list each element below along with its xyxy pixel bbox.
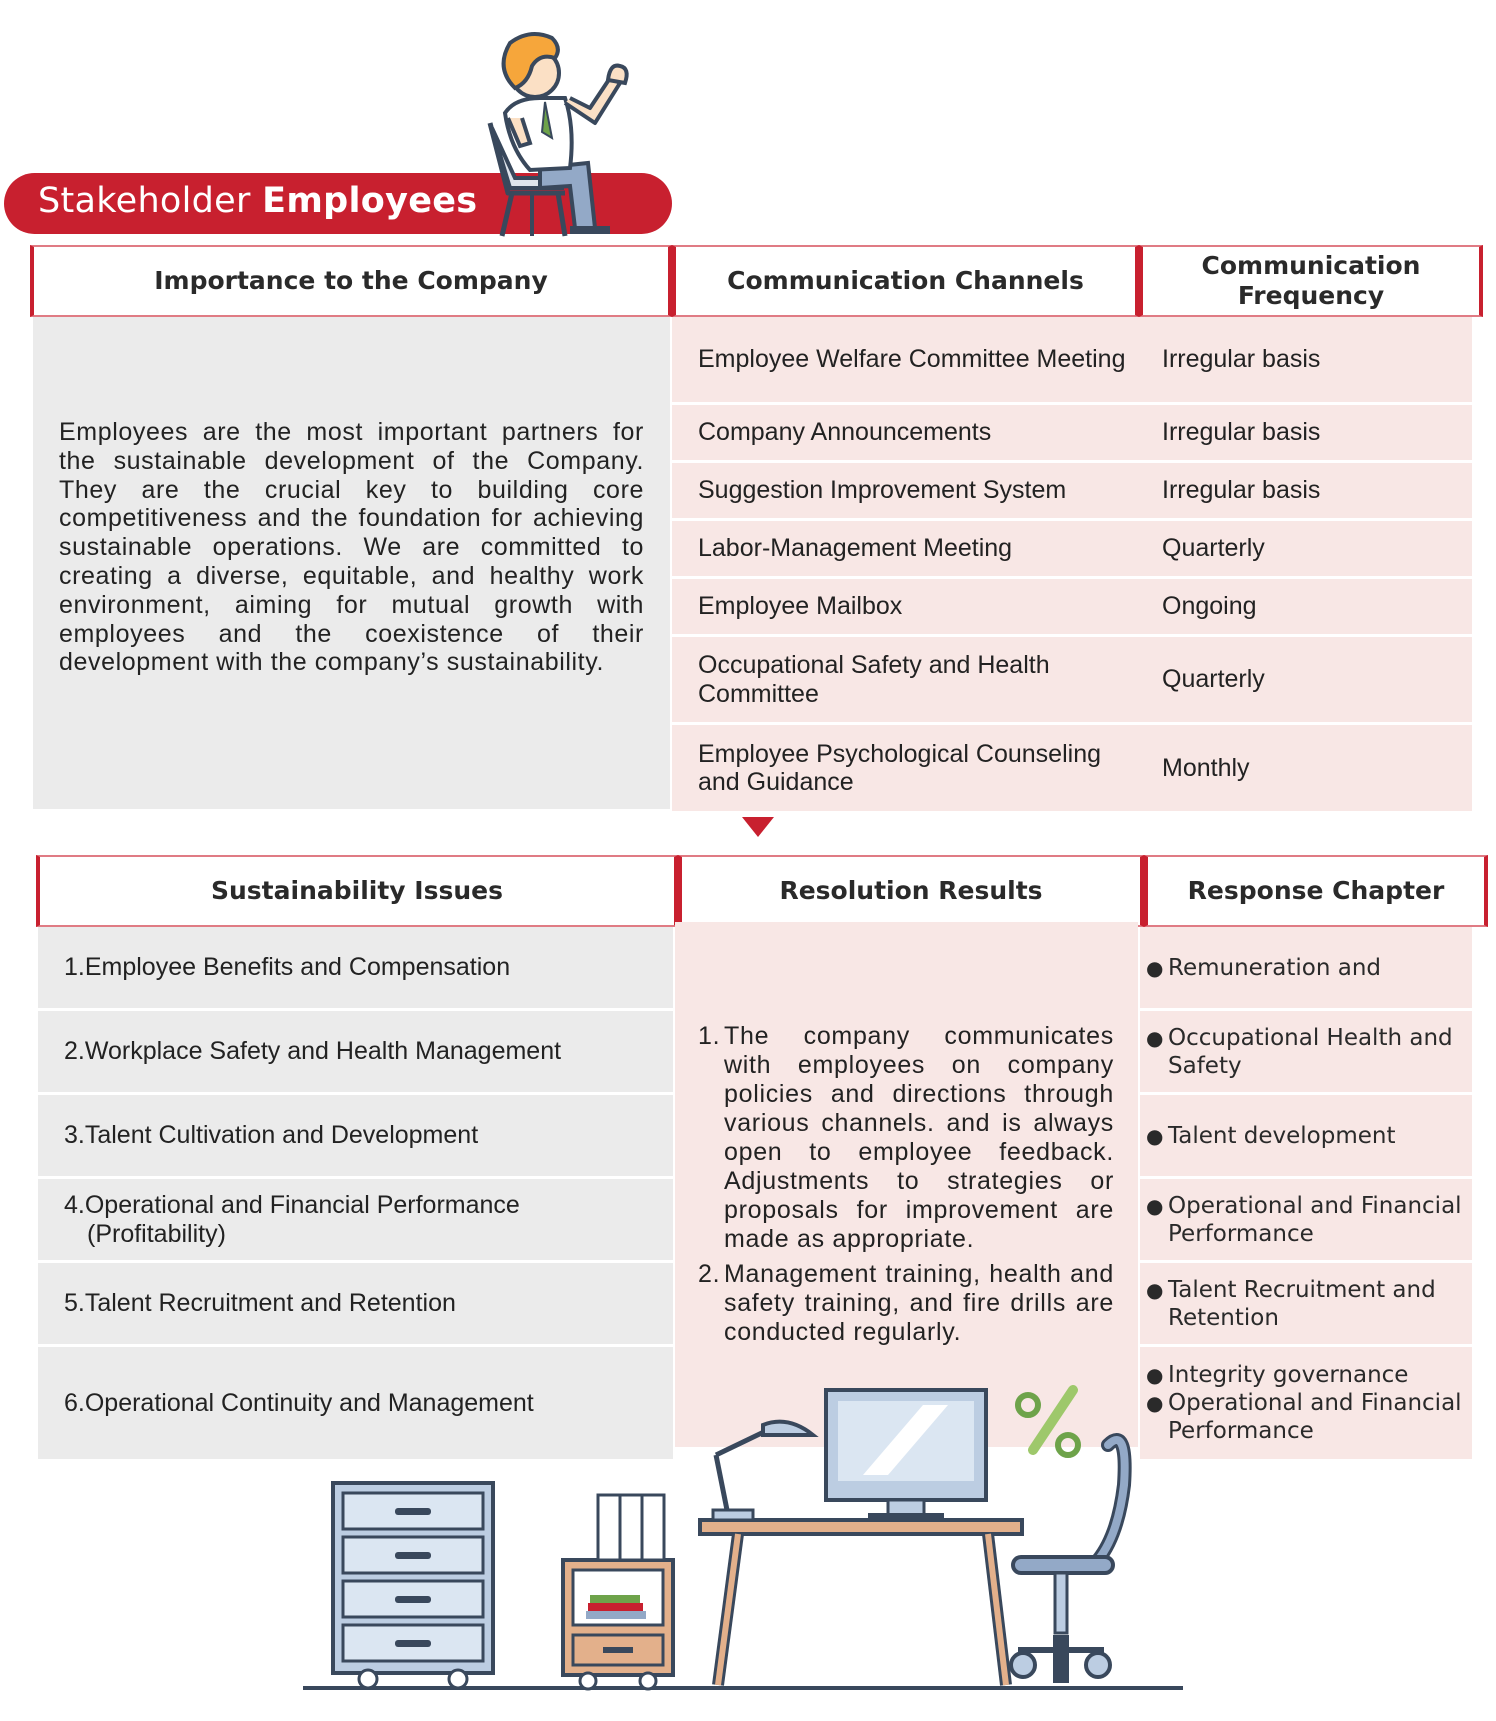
- channel-frequency: Irregular basis: [1162, 418, 1321, 446]
- issue-row: [38, 1179, 673, 1263]
- channel-row: [672, 405, 1472, 463]
- chapter-bullet: ● Operational and Financial Performance: [1146, 1192, 1468, 1248]
- resolution-number: 2.: [698, 1260, 721, 1288]
- chapter-bullet: ● Talent Recruitment and Retention: [1146, 1276, 1468, 1332]
- issue-text: 5.Talent Recruitment and Retention: [64, 1289, 456, 1317]
- resolution-list: [698, 1022, 1114, 1353]
- channel-name: Labor-Management Meeting: [698, 534, 1013, 563]
- header-channels-label: Communication Channels: [727, 266, 1084, 295]
- channel-name: Employee Welfare Committee Meeting: [698, 345, 1126, 374]
- channel-frequency: Irregular basis: [1162, 476, 1321, 504]
- chapter-row: [1140, 1347, 1472, 1459]
- banner-title: [38, 181, 477, 221]
- office-desk-illustration: [298, 1385, 1188, 1695]
- chapter-bullet: ● Operational and Financial Performance: [1146, 1389, 1468, 1445]
- channel-frequency: Monthly: [1162, 753, 1250, 782]
- channel-name: Employee Psychological Counseling and Guidance: [698, 739, 1102, 796]
- channel-frequency: Irregular basis: [1162, 345, 1321, 373]
- chapter-row: [1140, 1011, 1472, 1095]
- channel-row: [672, 317, 1472, 405]
- resolution-number: 1.: [698, 1022, 721, 1050]
- chapter-row: [1140, 1095, 1472, 1179]
- channel-row: [672, 579, 1472, 637]
- header-channels: [672, 245, 1139, 317]
- header-importance-label: Importance to the Company: [154, 266, 548, 295]
- banner-title-prefix: Stakeholder: [38, 181, 251, 221]
- channel-row: [672, 725, 1472, 811]
- channel-row: [672, 521, 1472, 579]
- issue-row: [38, 1095, 673, 1179]
- chapter-row: [1140, 1263, 1472, 1347]
- channel-frequency: Quarterly: [1162, 534, 1265, 562]
- issue-text: 6.Operational Continuity and Management: [64, 1388, 534, 1417]
- resolution-item: [698, 1022, 1114, 1254]
- issue-text: 4.Operational and Financial Performance: [64, 1190, 520, 1219]
- header-resolution-results: [678, 855, 1144, 927]
- banner-title-bold: Employees: [262, 181, 478, 221]
- issue-text: 2.Workplace Safety and Health Management: [64, 1037, 562, 1065]
- resolution-text: The company communicates with employees on company policies and directions through various channels. and is always open to employee feedback. Adjustments to strategies or proposals for improvement are made as appropriate.: [724, 1022, 1114, 1253]
- issue-text: 3.Talent Cultivation and Development: [64, 1121, 479, 1149]
- header-results-label: Resolution Results: [779, 876, 1043, 905]
- chapter-bullet: ● Integrity governance: [1146, 1361, 1468, 1389]
- header-frequency-line2: Frequency: [1237, 281, 1385, 310]
- channel-name: Occupational Safety and Health Committee: [698, 651, 1050, 708]
- chapter-bullet: ● Talent development: [1146, 1122, 1468, 1150]
- issue-text-continued: (Profitability): [87, 1219, 226, 1248]
- header-issues-label: Sustainability Issues: [211, 876, 503, 905]
- chapter-row: [1140, 927, 1472, 1011]
- resolution-text: Management training, health and safety training, and fire drills are conducted regularly.: [724, 1260, 1114, 1346]
- issue-row: [38, 1011, 673, 1095]
- header-frequency-line1: Communication: [1201, 251, 1421, 280]
- channel-name: Suggestion Improvement System: [698, 476, 1067, 505]
- channel-frequency: Ongoing: [1162, 592, 1257, 620]
- seated-person-illustration: [470, 28, 670, 238]
- channel-name: Company Announcements: [698, 418, 992, 447]
- issue-row: [38, 1263, 673, 1347]
- header-importance: [30, 245, 672, 317]
- channel-frequency: Quarterly: [1162, 665, 1265, 693]
- header-sustainability-issues: [36, 855, 678, 927]
- channel-row: [672, 463, 1472, 521]
- issue-text: 1.Employee Benefits and Compensation: [64, 953, 511, 981]
- chapter-bullet: ● Remuneration and: [1146, 954, 1468, 982]
- channel-name: Employee Mailbox: [698, 592, 903, 621]
- header-response-chapter: [1144, 855, 1488, 927]
- chapter-row: [1140, 1179, 1472, 1263]
- chapter-bullet: ● Occupational Health and Safety: [1146, 1024, 1468, 1080]
- header-frequency: [1139, 245, 1483, 317]
- issue-row: [38, 927, 673, 1011]
- importance-text: Employees are the most important partners for the sustainable development of the Company. They are the crucial key to building core competitiveness and the foundation for achieving sustainable operations. We are committed to creating a diverse, equitable, and healthy work environment, aiming for mutual growth with employees and the coexistence of their development with the company’s sustainability.: [59, 418, 644, 677]
- down-arrow-icon: [742, 817, 774, 837]
- channel-row: [672, 637, 1472, 725]
- resolution-item: [698, 1260, 1114, 1347]
- header-chapter-label: Response Chapter: [1187, 876, 1445, 905]
